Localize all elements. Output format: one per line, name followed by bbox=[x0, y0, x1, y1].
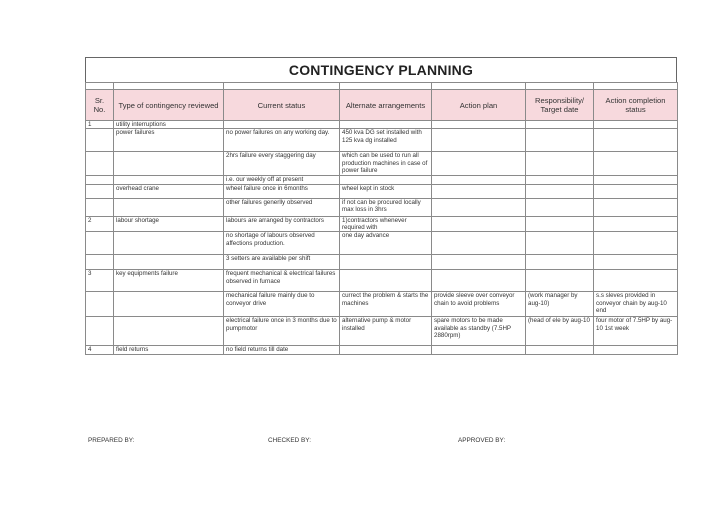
cell-alternate: currect the problem & starts the machines bbox=[340, 292, 432, 317]
cell-current-status: mechanical failure mainly due to conveyor drive bbox=[224, 292, 340, 317]
cell-type bbox=[114, 175, 224, 184]
table-row bbox=[86, 216, 678, 232]
table-row bbox=[86, 152, 678, 175]
contingency-sheet bbox=[85, 57, 677, 355]
spacer-row bbox=[86, 83, 678, 90]
cell-type: key equipments failure bbox=[114, 270, 224, 292]
cell-responsibility bbox=[526, 346, 594, 355]
cell-type: field returns bbox=[114, 346, 224, 355]
table-row bbox=[86, 317, 678, 346]
cell-current-status: i.e. our weekly off at present bbox=[224, 175, 340, 184]
cell-completion bbox=[594, 198, 678, 216]
cell-action-plan bbox=[432, 175, 526, 184]
cell-sr-no bbox=[86, 152, 114, 175]
table-row bbox=[86, 255, 678, 270]
cell-alternate: which can be used to run all production machines in case of power failure bbox=[340, 152, 432, 175]
col-header-responsibility: Responsibility/ Target date bbox=[526, 90, 594, 121]
cell-responsibility: (head of ele by aug-10 bbox=[526, 317, 594, 346]
cell-action-plan bbox=[432, 121, 526, 129]
cell-sr-no bbox=[86, 184, 114, 198]
cell-sr-no bbox=[86, 255, 114, 270]
cell-completion bbox=[594, 232, 678, 255]
cell-responsibility bbox=[526, 129, 594, 152]
cell-type: overhead crane bbox=[114, 184, 224, 198]
col-header-current-status: Current status bbox=[224, 90, 340, 121]
col-header-action-plan: Action plan bbox=[432, 90, 526, 121]
cell-completion bbox=[594, 255, 678, 270]
cell-current-status: electrical failure once in 3 months due to pumpmotor bbox=[224, 317, 340, 346]
cell-alternate bbox=[340, 175, 432, 184]
cell-responsibility bbox=[526, 198, 594, 216]
header-row bbox=[86, 90, 678, 121]
cell-action-plan bbox=[432, 255, 526, 270]
cell-type bbox=[114, 152, 224, 175]
contingency-table bbox=[85, 82, 678, 355]
cell-responsibility bbox=[526, 232, 594, 255]
cell-current-status: no power failures on any working day. bbox=[224, 129, 340, 152]
approved-by-label: APPROVED BY: bbox=[458, 437, 506, 444]
cell-completion bbox=[594, 129, 678, 152]
cell-completion: four motor of 7.5HP by aug-10 1st week bbox=[594, 317, 678, 346]
cell-responsibility bbox=[526, 152, 594, 175]
cell-sr-no: 1 bbox=[86, 121, 114, 129]
sheet-title: CONTINGENCY PLANNING bbox=[85, 57, 677, 82]
cell-alternate: one day advance bbox=[340, 232, 432, 255]
cell-responsibility bbox=[526, 184, 594, 198]
cell-type: power failures bbox=[114, 129, 224, 152]
cell-current-status: 2hrs failure every staggering day bbox=[224, 152, 340, 175]
cell-responsibility bbox=[526, 175, 594, 184]
checked-by-label: CHECKED BY: bbox=[268, 437, 311, 444]
cell-current-status: frequent mechanical & electrical failures observed in furnace bbox=[224, 270, 340, 292]
cell-current-status: no field returns till date bbox=[224, 346, 340, 355]
cell-alternate: 450 kva DG set installed with 125 kva dg installed bbox=[340, 129, 432, 152]
table-row bbox=[86, 184, 678, 198]
table-row bbox=[86, 292, 678, 317]
cell-responsibility bbox=[526, 270, 594, 292]
cell-completion bbox=[594, 346, 678, 355]
cell-responsibility bbox=[526, 255, 594, 270]
cell-alternate: alternative pump & motor installed bbox=[340, 317, 432, 346]
cell-current-status: 3 setters are available per shift bbox=[224, 255, 340, 270]
cell-alternate bbox=[340, 121, 432, 129]
prepared-by-label: PREPARED BY: bbox=[88, 437, 135, 444]
cell-action-plan bbox=[432, 232, 526, 255]
table-row bbox=[86, 270, 678, 292]
cell-alternate bbox=[340, 270, 432, 292]
cell-responsibility: (work manager by aug-10) bbox=[526, 292, 594, 317]
col-header-alternate: Alternate arrangements bbox=[340, 90, 432, 121]
cell-action-plan bbox=[432, 216, 526, 232]
cell-action-plan: spare motors to be made available as standby (7.5HP 2880rpm) bbox=[432, 317, 526, 346]
cell-alternate bbox=[340, 346, 432, 355]
cell-current-status bbox=[224, 121, 340, 129]
col-header-type: Type of contingency reviewed bbox=[114, 90, 224, 121]
cell-current-status: labours are arranged by contractors bbox=[224, 216, 340, 232]
table-body bbox=[86, 121, 678, 355]
cell-sr-no bbox=[86, 232, 114, 255]
cell-type: utility interruptions bbox=[114, 121, 224, 129]
cell-sr-no bbox=[86, 175, 114, 184]
cell-action-plan bbox=[432, 270, 526, 292]
cell-alternate: if not can be procured locally max loss in 3hrs bbox=[340, 198, 432, 216]
cell-sr-no bbox=[86, 129, 114, 152]
cell-completion bbox=[594, 270, 678, 292]
cell-alternate bbox=[340, 255, 432, 270]
cell-completion: s.s sleves provided in conveyor chain by aug-10 end bbox=[594, 292, 678, 317]
cell-sr-no bbox=[86, 198, 114, 216]
cell-type bbox=[114, 255, 224, 270]
cell-action-plan bbox=[432, 198, 526, 216]
cell-alternate: wheel kept in stock bbox=[340, 184, 432, 198]
cell-action-plan bbox=[432, 129, 526, 152]
cell-type bbox=[114, 317, 224, 346]
cell-responsibility bbox=[526, 216, 594, 232]
table-row bbox=[86, 198, 678, 216]
cell-type bbox=[114, 198, 224, 216]
cell-completion bbox=[594, 152, 678, 175]
table-row bbox=[86, 346, 678, 355]
cell-responsibility bbox=[526, 121, 594, 129]
cell-type: labour shortage bbox=[114, 216, 224, 232]
cell-action-plan bbox=[432, 346, 526, 355]
table-row bbox=[86, 121, 678, 129]
cell-completion bbox=[594, 216, 678, 232]
cell-action-plan bbox=[432, 152, 526, 175]
table-row bbox=[86, 175, 678, 184]
col-header-completion: Action completion status bbox=[594, 90, 678, 121]
cell-alternate: 1)contractors whenever required with bbox=[340, 216, 432, 232]
cell-completion bbox=[594, 175, 678, 184]
cell-completion bbox=[594, 121, 678, 129]
cell-action-plan: provide sleeve over conveyor chain to avoid problems bbox=[432, 292, 526, 317]
cell-sr-no: 4 bbox=[86, 346, 114, 355]
cell-sr-no: 3 bbox=[86, 270, 114, 292]
cell-current-status: wheel failure once in 6months bbox=[224, 184, 340, 198]
cell-type bbox=[114, 292, 224, 317]
col-header-sr-no: Sr. No. bbox=[86, 90, 114, 121]
cell-action-plan bbox=[432, 184, 526, 198]
table-row bbox=[86, 129, 678, 152]
cell-sr-no bbox=[86, 292, 114, 317]
cell-current-status: other failures generlly observed bbox=[224, 198, 340, 216]
table-row bbox=[86, 232, 678, 255]
cell-sr-no bbox=[86, 317, 114, 346]
cell-sr-no: 2 bbox=[86, 216, 114, 232]
cell-current-status: no shortage of labours observed affections production. bbox=[224, 232, 340, 255]
cell-completion bbox=[594, 184, 678, 198]
cell-type bbox=[114, 232, 224, 255]
